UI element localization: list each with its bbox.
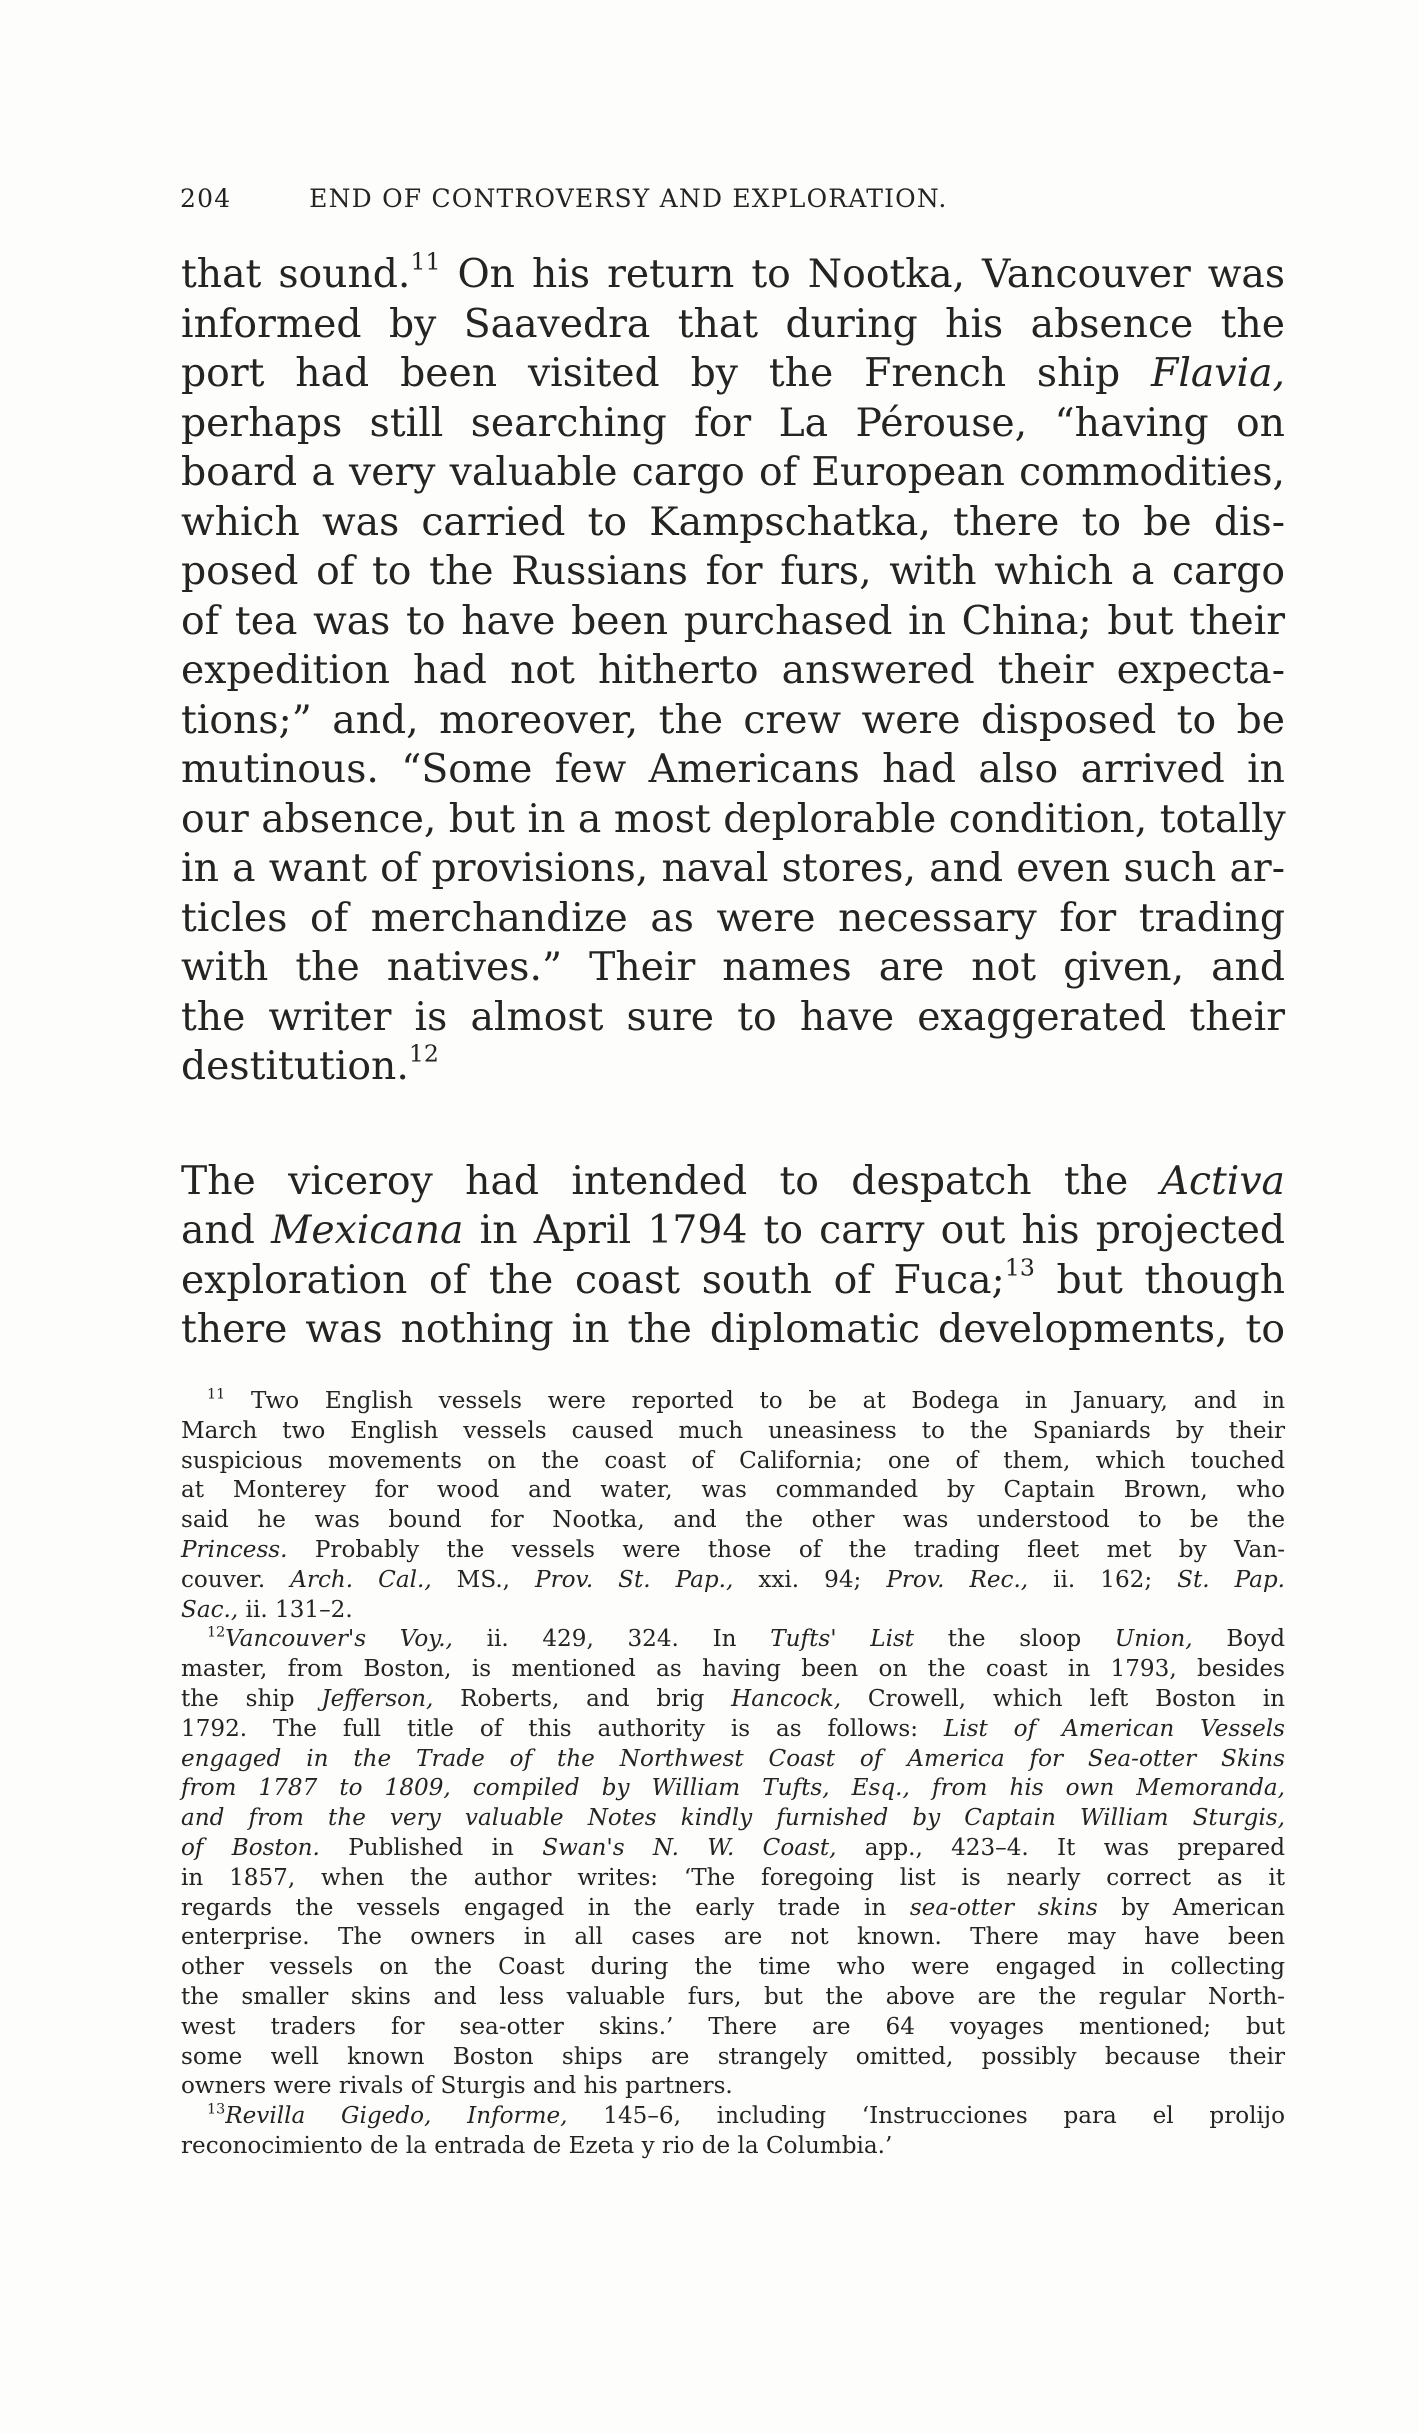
footnote-11: [181, 1387, 1285, 1625]
ship-name: Mexicana: [271, 1208, 464, 1253]
text-line: ticles of merchandize as were necessary for trading: [181, 895, 1285, 941]
running-head: [180, 184, 1280, 224]
text-line: perhaps still searching for La Pérouse, “having on: [181, 400, 1285, 446]
footnote-line: other vessels on the Coast during the time who were engaged in collecting: [181, 1954, 1285, 1981]
text-line: exploration of the coast south of Fuca;$^{13}$ but though: [181, 1252, 1286, 1303]
text-line: expedition had not hitherto answered their expecta-: [181, 648, 1285, 693]
footnote-number: 13: [207, 2101, 226, 2118]
text-line: with the natives.” Their names are not given, and: [181, 945, 1285, 990]
footnote-line: the ship Jefferson, Roberts, and brig Hancock, Crowell, which left Boston in: [181, 1685, 1285, 1712]
footnote-line: some well known Boston ships are strangely omitted, possibly because their: [181, 2043, 1285, 2070]
footnote-line: master, from Boston, is mentioned as having been on the coast in 1793, besides: [181, 1656, 1285, 1683]
footnote-line: of Boston. Published in Swan's N. W. Coast, app., 423–4. It was prepared: [181, 1834, 1285, 1861]
paragraph-2: [181, 1157, 1285, 1355]
footnotes: [181, 1387, 1285, 2162]
footnote-line: said he was bound for Nootka, and the other was understood to be the: [181, 1507, 1285, 1534]
text-line: board a very valuable cargo of European commodities,: [181, 450, 1285, 495]
text-line: posed of to the Russians for furs, with which a cargo: [181, 549, 1285, 594]
text-line: destitution.$^{12}$: [181, 1039, 439, 1089]
page-number: 204: [180, 184, 232, 213]
text-line: port had been visited by the French ship Flavia,: [181, 351, 1285, 396]
main-text: [181, 247, 1286, 1355]
footnote-ref-13: 13: [1004, 1252, 1035, 1281]
running-head-title: END OF CONTROVERSY AND EXPLORATION.: [309, 184, 948, 213]
text-line: tions;” and, moreover, the crew were disposed to be: [181, 697, 1285, 743]
footnote-ref-12: 12: [408, 1039, 439, 1068]
text-line: there was nothing in the diplomatic developments, to: [181, 1307, 1285, 1352]
paragraph-gap: [181, 1092, 1285, 1157]
text-line: of tea was to have been purchased in China; but their: [181, 598, 1285, 644]
footnote-line: Sac., ii. 131–2.: [181, 1596, 353, 1623]
footnote-line: couver. Arch. Cal., MS., Prov. St. Pap., xxi. 94; Prov. Rec., ii. 162; St. Pap.: [181, 1566, 1286, 1593]
footnote-line: $^{12}$Vancouver's Voy., ii. 429, 324. In Tufts' List the sloop Union, Boyd: [207, 1625, 1286, 1653]
footnote-line: in 1857, when the author writes: ‘The foregoing list is nearly correct as it: [181, 1864, 1285, 1891]
footnote-line: $^{13}$Revilla Gigedo, Informe, 145–6, including ‘Instrucciones para el prolijo: [207, 2101, 1285, 2130]
footnote-line: engaged in the Trade of the Northwest Coast of America for Sea-otter Skins: [181, 1745, 1285, 1772]
footnote-ref-11: 11: [410, 247, 441, 276]
ship-name: Activa: [1160, 1158, 1285, 1204]
text-line: The viceroy had intended to despatch the Activa: [181, 1158, 1285, 1204]
footnote-line: west traders for sea-otter skins.’ There are 64 voyages mentioned; but: [181, 2013, 1285, 2040]
text-line: mutinous. “Some few Americans had also arrived in: [181, 747, 1285, 792]
text-line: the writer is almost sure to have exaggerated their: [181, 994, 1285, 1040]
footnote-number: 12: [207, 1625, 226, 1642]
text-line: informed by Saavedra that during his absence the: [181, 301, 1285, 347]
footnote-line: the smaller skins and less valuable furs, but the above are the regular North-: [181, 1983, 1285, 2010]
footnote-line: enterprise. The owners in all cases are not known. There may have been: [181, 1924, 1285, 1951]
footnote-12: [181, 1625, 1285, 2102]
footnote-line: March two English vessels caused much uneasiness to the Spaniards by their: [181, 1417, 1285, 1444]
footnote-line: $^{11}$ Two English vessels were reported to be at Bodega in January, and in: [207, 1386, 1285, 1414]
footnote-line: 1792. The full title of this authority is as follows: List of American Vessels: [181, 1715, 1285, 1742]
footnote-line: reconocimiento de la entrada de Ezeta y rio de la Columbia.’: [181, 2132, 893, 2159]
footnote-line: from 1787 to 1809, compiled by William Tufts, Esq., from his own Memoranda,: [181, 1775, 1285, 1802]
text-line: in a want of provisions, naval stores, and even such ar-: [181, 846, 1285, 891]
ship-name: Flavia,: [1151, 351, 1285, 396]
footnote-line: Princess. Probably the vessels were those of the trading fleet met by Van-: [181, 1536, 1285, 1563]
footnote-line: owners were rivals of Sturgis and his partners.: [181, 2073, 733, 2100]
text-line: and Mexicana in April 1794 to carry out his projected: [181, 1208, 1285, 1253]
footnote-line: and from the very valuable Notes kindly furnished by Captain William Sturgis,: [181, 1805, 1285, 1832]
footnote-line: regards the vessels engaged in the early trade in sea-otter skins by American: [181, 1894, 1285, 1921]
paragraph-1: [181, 247, 1286, 1092]
footnote-number: 11: [207, 1386, 226, 1403]
footnote-line: suspicious movements on the coast of California; one of them, which touched: [181, 1447, 1285, 1474]
text-line: that sound.$^{11}$ On his return to Nootka, Vancouver was: [181, 247, 1285, 297]
footnote-13: [181, 2102, 1285, 2162]
footnote-line: at Monterey for wood and water, was commanded by Captain Brown, who: [181, 1477, 1285, 1504]
text-line: our absence, but in a most deplorable condition, totally: [181, 796, 1286, 842]
text-line: which was carried to Kampschatka, there to be dis-: [181, 499, 1285, 545]
